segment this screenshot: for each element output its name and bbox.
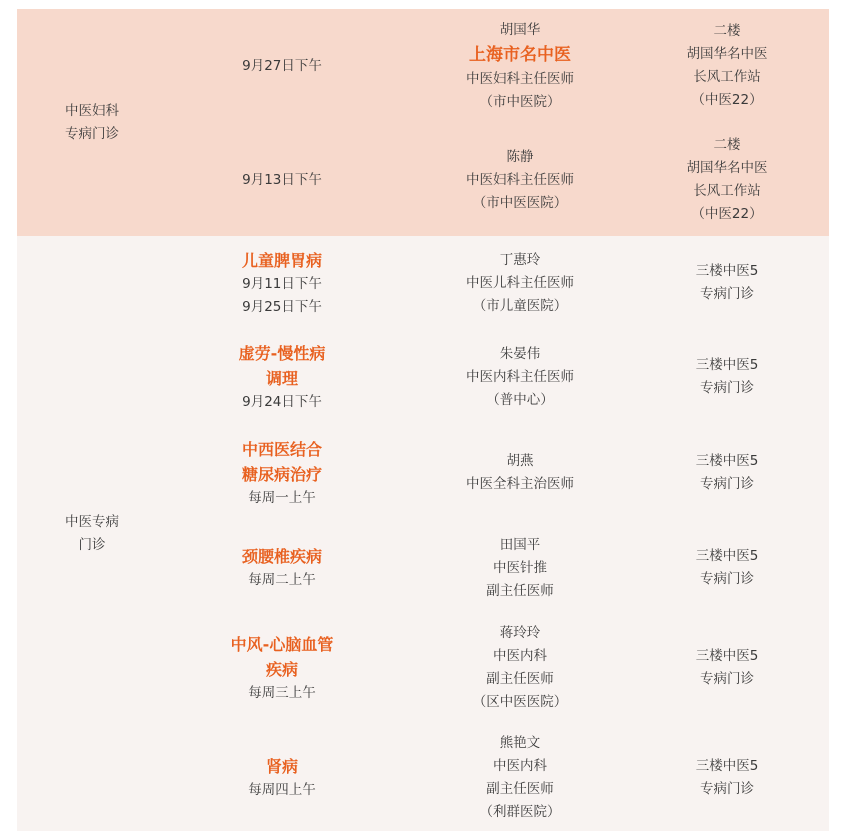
location-line: 专病门诊 [700,671,754,687]
location-line: 专病门诊 [700,286,754,302]
doctor-cell [415,620,625,716]
date-line: 9月13日下午 [242,171,322,188]
specialty-cell [192,240,372,326]
location-line: （中医22） [691,206,763,222]
doctor-line: 中医内科 [493,758,547,774]
date-cell [192,133,372,227]
location-cell [627,620,827,716]
doctor-line: 丁惠玲 [499,251,541,268]
location-line: 专病门诊 [700,781,754,797]
doctor-line: （利群医院） [479,804,561,820]
doctor-line: 熊艳文 [499,735,541,751]
doctor-cell [415,528,625,608]
location-cell [627,430,827,516]
specialty-cell [192,620,372,716]
specialty-section [17,236,829,831]
schedule-line: 9月25日下午 [242,298,322,315]
doctor-cell [415,730,625,826]
doctor-line: 中医内科主任医师 [466,368,574,385]
schedule-line: 每周二上午 [248,572,316,588]
location-cell [627,240,827,326]
specialty-cell [192,730,372,826]
location-line: 长风工作站 [693,69,761,85]
doctor-line: （市儿童医院） [472,297,568,314]
specialty-name: 疾病 [265,659,298,679]
location-line: 专病门诊 [700,476,754,492]
doctor-line: 蒋玲玲 [499,625,541,641]
doctor-cell [415,334,625,420]
location-cell [627,133,827,227]
location-line: 专病门诊 [700,571,754,587]
doctor-honor: 上海市名中医 [469,44,571,65]
doctor-line: 副主任医师 [486,582,554,599]
location-line: 三楼中医5 [695,758,759,774]
doctor-name: 胡国华 [499,21,541,38]
location-line: 二楼 [713,23,741,39]
date-cell [192,19,372,113]
location-line: 胡国华名中医 [686,46,768,62]
doctor-line: 中医针推 [493,559,547,576]
location-line: 三楼中医5 [695,453,759,469]
location-cell [627,19,827,113]
schedule-line: 9月24日下午 [242,393,322,410]
doctor-line: 胡燕 [506,453,534,469]
doctor-cell [415,19,625,113]
specialty-name: 中风-心脑血管 [230,634,334,654]
location-cell [627,528,827,608]
location-line: 二楼 [713,137,741,153]
location-line: （中医22） [691,92,763,108]
location-line: 胡国华名中医 [686,160,768,176]
specialty-name: 儿童脾胃病 [241,250,322,270]
location-line: 三楼中医5 [695,548,759,564]
specialty-cell [192,430,372,516]
specialty-cell [192,528,372,608]
location-cell [627,730,827,826]
category-cell [27,236,157,831]
doctor-line: 中医全科主治医师 [466,476,574,492]
schedule-line: 9月11日下午 [242,275,322,292]
category-line: 专病门诊 [65,125,119,142]
gynecology-section [17,9,829,236]
doctor-line: 朱晏伟 [499,345,541,362]
specialty-name: 肾病 [265,757,298,776]
doctor-line: （区中医医院） [472,694,568,710]
doctor-line: 副主任医师 [486,781,554,797]
location-line: 专病门诊 [700,380,754,396]
category-line: 中医妇科 [65,102,119,119]
doctor-line: 田国平 [499,536,541,553]
specialty-cell [192,334,372,420]
doctor-title: 中医妇科主任医师 [466,70,574,87]
location-line: 三楼中医5 [695,357,759,373]
specialty-name: 颈腰椎疾病 [241,547,322,566]
location-line: 长风工作站 [693,183,761,199]
doctor-line: （普中心） [486,391,554,408]
specialty-name: 糖尿病治疗 [241,464,322,484]
location-line: 三楼中医5 [695,648,759,664]
schedule-line: 每周一上午 [248,489,316,506]
doctor-line: 中医儿科主任医师 [466,274,574,291]
doctor-line: 中医内科 [493,648,547,664]
location-line: 三楼中医5 [695,263,759,279]
specialty-name: 调理 [265,368,298,388]
doctor-hospital: （市中医医院） [472,194,568,211]
category-line: 门诊 [78,536,106,553]
schedule-line: 每周四上午 [248,782,316,798]
doctor-cell [415,133,625,227]
specialty-name: 虚劳-慢性病 [238,343,326,363]
category-cell [27,9,157,236]
doctor-name: 陈静 [506,148,534,165]
doctor-title: 中医妇科主任医师 [466,171,574,188]
doctor-cell [415,240,625,326]
doctor-line: 副主任医师 [486,671,554,687]
schedule-line: 每周三上午 [248,684,316,701]
location-cell [627,334,827,420]
date-line: 9月27日下午 [242,57,322,74]
category-line: 中医专病 [65,513,119,530]
specialty-name: 中西医结合 [241,439,322,459]
doctor-cell [415,430,625,516]
clinic-schedule-table [17,9,829,831]
doctor-hospital: （市中医院） [479,93,561,110]
